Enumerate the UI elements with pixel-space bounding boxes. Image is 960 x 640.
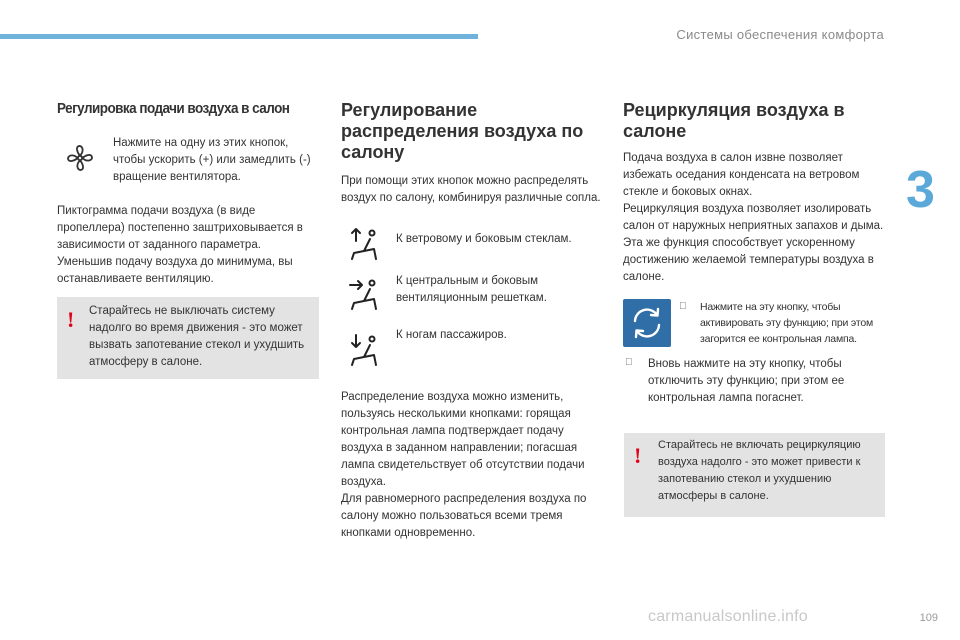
distribution-intro: При помощи этих кнопок можно распределять воздух по салону, комбинируя различные сопла. <box>341 175 601 204</box>
bullet-off-row <box>623 356 887 408</box>
mode-feet <box>341 327 603 379</box>
windscreen-seat-icon <box>346 225 382 265</box>
recirculation-icon <box>623 299 671 347</box>
bullet-square-icon <box>679 301 687 312</box>
distribution-body: Распределение воздуха можно изменить, пользуясь несколькими кнопками: горящая контрольная лампа подтверждает подачу воздуха в заданном направлении; погасшая лампа свидетельствует об отсутствии подачи воздуха. Для равномерного распределения воздуха по салону можно пользоваться всеми тремя кнопками одновременно. <box>341 391 587 539</box>
heading-distribution: Регулирование распределения воздуха по салону <box>341 100 584 162</box>
mode-vents <box>341 273 603 327</box>
fan-icon <box>65 143 95 173</box>
feet-seat-icon <box>346 331 382 371</box>
section-title: Системы обеспечения комфорта <box>676 27 884 42</box>
bullet-off-text: Вновь нажмите на эту кнопку, чтобы отключить эту функцию; при этом ее контрольная лампа погаснет. <box>648 358 845 404</box>
mode-feet-label: К ногам пассажиров. <box>396 329 507 341</box>
warning-text: Старайтесь не выключать систему надолго во время движения - это может вызвать запотевание стекол и ухудшить атмосферу в салоне. <box>89 305 305 368</box>
header-accent-bar <box>0 34 478 39</box>
warning-text: Старайтесь не включать рециркуляцию воздуха надолго - это может привести к запотеванию стекол и ухудшению атмосферы в салоне. <box>658 439 861 502</box>
mode-vents-label: К центральным и боковым вентиляционным решеткам. <box>396 275 547 304</box>
warning-box-recirculation <box>624 433 885 517</box>
column-air-flow <box>57 100 319 288</box>
page-number: 109 <box>919 612 938 624</box>
fan-row <box>57 135 319 195</box>
watermark: carmanualsonline.info <box>648 608 808 625</box>
bullet-square-icon <box>625 357 633 368</box>
air-flow-body: Пиктограмма подачи воздуха (в виде пропеллера) постепенно заштриховывается в зависимости от заданного параметра. Уменьшив подачу воздуха до минимума, вы останавливаете вентиляцию. <box>57 205 303 285</box>
warning-box-ventilation <box>57 297 319 379</box>
warning-icon: ! <box>634 443 642 468</box>
mode-windscreen <box>341 221 603 273</box>
mode-windscreen-label: К ветровому и боковым стеклам. <box>396 233 572 245</box>
bullet-on-text: Нажмите на эту кнопку, чтобы активировать эту функцию; при этом загорится ее контрольная лампа. <box>700 301 873 345</box>
chapter-number: 3 <box>906 161 935 219</box>
warning-icon: ! <box>67 307 75 332</box>
column-recirculation <box>623 100 887 286</box>
fan-instruction: Нажмите на одну из этих кнопок, чтобы ускорить (+) или замедлить (-) вращение вентилятора. <box>113 137 311 183</box>
column-distribution <box>341 100 603 542</box>
face-vent-seat-icon <box>346 275 382 315</box>
heading-air-flow: Регулировка подачи воздуха в салон <box>57 100 290 117</box>
heading-recirculation: Рециркуляция воздуха в салоне <box>623 100 845 141</box>
recirculation-body: Подача воздуха в салон извне позволяет избежать оседания конденсата на ветровом стекле и боковых окнах. Рециркуляция воздуха позволяет изолировать салон от наружных неприятных запахов и дыма. Эта же функция способствует ускоренному достижению желаемой температуры воздуха в салоне. <box>623 152 884 283</box>
recirc-button-row <box>623 299 885 349</box>
